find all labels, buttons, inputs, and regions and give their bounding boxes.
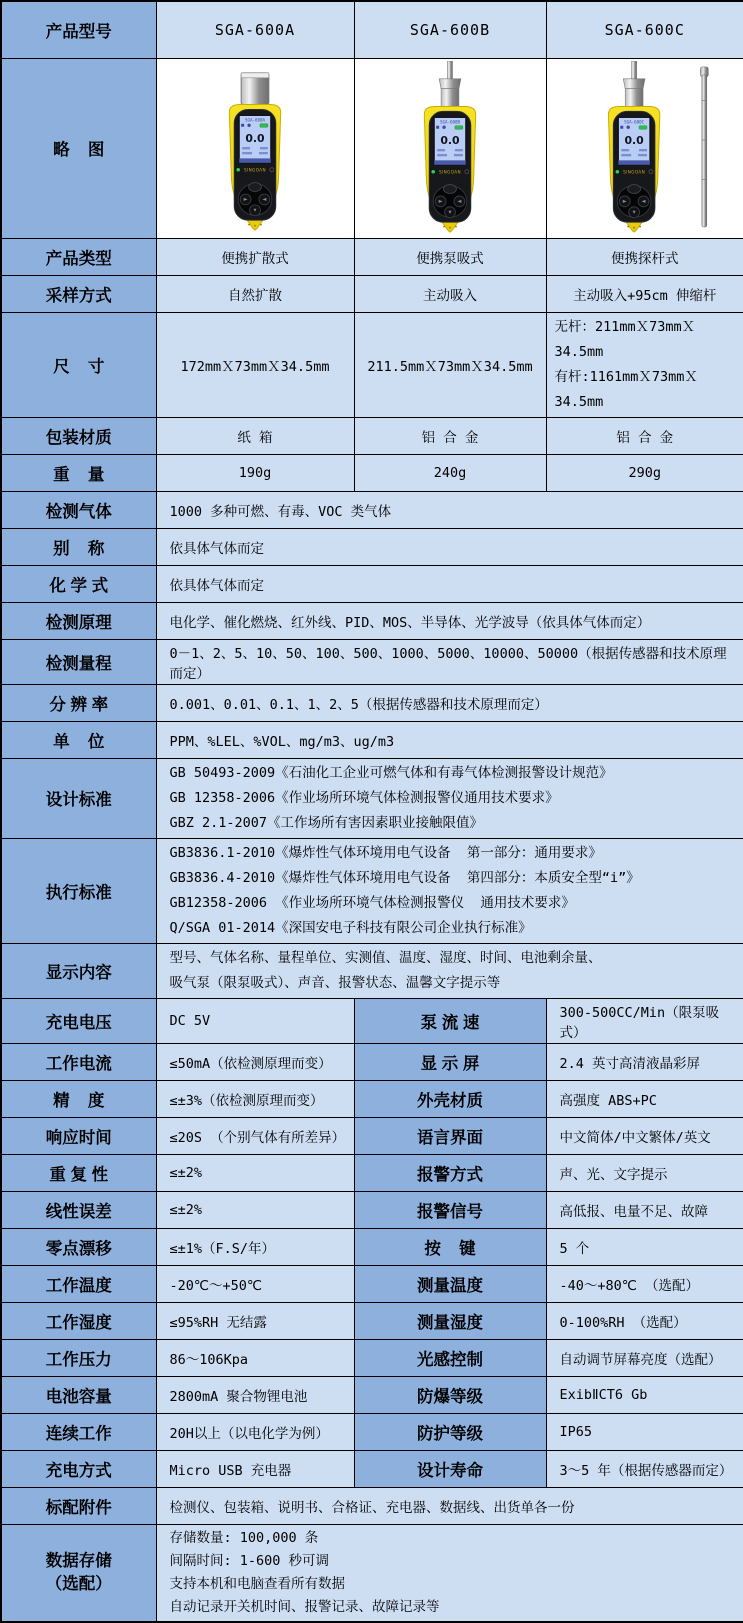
table-row xyxy=(1,417,743,454)
spec-row-label: 执行标准 xyxy=(1,838,156,943)
spec-row-label: 光感控制 xyxy=(354,1339,546,1376)
spec-row-label: 工作压力 xyxy=(1,1339,156,1376)
spec-row-label: 标配附件 xyxy=(1,1487,156,1524)
spec-row-label: 测量湿度 xyxy=(354,1302,546,1339)
spec-value-cell: 便携扩散式 xyxy=(156,238,354,275)
table-row xyxy=(1,1302,743,1339)
text-line: 存储数量: 100,000 条 xyxy=(169,1529,319,1546)
spec-row-label: 检测气体 xyxy=(1,491,156,528)
spec-value-cell: 便携探杆式 xyxy=(546,238,743,275)
spec-value-cell: 240g xyxy=(354,454,546,491)
table-row xyxy=(1,1413,743,1450)
spec-row-label: 电池容量 xyxy=(1,1376,156,1413)
spec-value-cell: 300-500CC/Min（限泵吸式） xyxy=(546,998,743,1043)
spec-value-cell: ≤95%RH 无结露 xyxy=(156,1302,354,1339)
spec-row-label: 泵 流 速 xyxy=(354,998,546,1043)
spec-row-label: 尺 寸 xyxy=(1,312,156,417)
spec-value-cell: 211.5mmＸ73mmＸ34.5mm xyxy=(354,312,546,417)
spec-value-cell: Micro USB 充电器 xyxy=(156,1450,354,1487)
spec-value-cell: 高强度 ABS+PC xyxy=(546,1080,743,1117)
spec-row-label: 测量温度 xyxy=(354,1265,546,1302)
spec-row-label: 线性误差 xyxy=(1,1191,156,1228)
table-row xyxy=(1,1043,743,1080)
spec-value-cell: ≤±1%（F.S/年） xyxy=(156,1228,354,1265)
spec-value-cell: 20H以上（以电化学为例） xyxy=(156,1413,354,1450)
spec-row-label: 检测原理 xyxy=(1,602,156,639)
table-row xyxy=(1,1191,743,1228)
spec-row-label xyxy=(1,1524,156,1622)
spec-row-label: 连续工作 xyxy=(1,1413,156,1450)
spec-value-cell: 依具体气体而定 xyxy=(156,565,743,602)
table-row xyxy=(1,639,743,684)
spec-row-label: 包装材质 xyxy=(1,417,156,454)
text-line: GB3836.1-2010《爆炸性气体环境用电气设备 第一部分：通用要求》 xyxy=(169,844,602,861)
text-line: （选配） xyxy=(45,1574,112,1593)
table-row xyxy=(1,1228,743,1265)
table-row xyxy=(1,838,743,943)
spec-row-label: 采样方式 xyxy=(1,275,156,312)
table-row xyxy=(1,528,743,565)
spec-row-label: 分 辨 率 xyxy=(1,684,156,721)
table-row xyxy=(1,312,743,417)
spec-row-label: 设计标准 xyxy=(1,758,156,838)
device-photo-sga-600b xyxy=(375,61,525,235)
svg-text:SINGOAN: SINGOAN xyxy=(438,169,462,175)
spec-value-cell: -40～+80℃ （选配） xyxy=(546,1265,743,1302)
spec-row-label: 设计寿命 xyxy=(354,1450,546,1487)
model-name-cell: SGA-600A xyxy=(156,1,354,58)
spec-row-label: 防护等级 xyxy=(354,1413,546,1450)
spec-value-cell: 依具体气体而定 xyxy=(156,528,743,565)
spec-table-body xyxy=(1,1,743,1622)
device-photo-sga-600a xyxy=(180,61,330,235)
spec-row-label: 工作温度 xyxy=(1,1265,156,1302)
spec-row-label: 精 度 xyxy=(1,1080,156,1117)
spec-value-cell: 0-100%RH （选配） xyxy=(546,1302,743,1339)
spec-row-label: 单 位 xyxy=(1,721,156,758)
spec-row-label: 充电电压 xyxy=(1,998,156,1043)
table-row xyxy=(1,721,743,758)
spec-row-label: 响应时间 xyxy=(1,1117,156,1154)
svg-text:SGA-600C: SGA-600C xyxy=(623,119,644,125)
model-name-cell: SGA-600B xyxy=(354,1,546,58)
table-row xyxy=(1,1154,743,1191)
spec-value-cell: IP65 xyxy=(546,1413,743,1450)
spec-row-label: 别 称 xyxy=(1,528,156,565)
text-line: 有杆:1161mmＸ73mmＸ34.5mm xyxy=(554,368,698,410)
spec-value-cell: 铝 合 金 xyxy=(546,417,743,454)
spec-value-cell: 便携泵吸式 xyxy=(354,238,546,275)
spec-value-cell: 自然扩散 xyxy=(156,275,354,312)
svg-text:SGA-600B: SGA-600B xyxy=(440,119,460,125)
spec-value-cell: DC 5V xyxy=(156,998,354,1043)
spec-row-label: 报警方式 xyxy=(354,1154,546,1191)
spec-value-cell: 铝 合 金 xyxy=(354,417,546,454)
svg-text:SINGOAN: SINGOAN xyxy=(243,167,267,173)
spec-value-cell: 172mmＸ73mmＸ34.5mm xyxy=(156,312,354,417)
spec-value-cell xyxy=(546,312,743,417)
spec-value-cell: 高低报、电量不足、故障 xyxy=(546,1191,743,1228)
text-line: 无杆：211mmＸ73mmＸ34.5mm xyxy=(554,318,696,360)
spec-value-cell: ≤20S （个别气体有所差异） xyxy=(156,1117,354,1154)
spec-value-cell: 0－1、2、5、10、50、100、500、1000、5000、10000、50000（根据传感器和技术原理而定） xyxy=(156,639,743,684)
spec-value-cell: 2800mA 聚合物锂电池 xyxy=(156,1376,354,1413)
spec-row-label: 显示内容 xyxy=(1,943,156,998)
spec-value-cell: 3～5 年（根据传感器而定） xyxy=(546,1450,743,1487)
svg-text:0.0: 0.0 xyxy=(245,132,265,146)
text-line: 吸气泵（限泵吸式）、声音、报警状态、温馨文字提示等 xyxy=(169,974,501,991)
table-row xyxy=(1,1450,743,1487)
sketch-row-label: 略 图 xyxy=(1,58,156,238)
spec-value-cell: 中文简体/中文繁体/英文 xyxy=(546,1117,743,1154)
table-row xyxy=(1,943,743,998)
table-row xyxy=(1,1265,743,1302)
svg-text:0.0: 0.0 xyxy=(440,134,460,148)
text-line: Q/SGA 01-2014《深国安电子科技有限公司企业执行标准》 xyxy=(169,919,532,936)
spec-value-cell: 检测仪、包装箱、说明书、合格证、充电器、数据线、出货单各一份 xyxy=(156,1487,743,1524)
text-line: 间隔时间: 1-600 秒可调 xyxy=(169,1552,330,1569)
text-line: GBZ 2.1-2007《工作场所有害因素职业接触限值》 xyxy=(169,814,484,831)
header-product-model-label: 产品型号 xyxy=(1,1,156,58)
svg-text:SINGOAN: SINGOAN xyxy=(622,169,645,175)
svg-text:0.0: 0.0 xyxy=(624,134,644,148)
spec-value-cell: -20℃～+50℃ xyxy=(156,1265,354,1302)
table-row xyxy=(1,998,743,1043)
spec-value-cell: 190g xyxy=(156,454,354,491)
table-row xyxy=(1,454,743,491)
spec-value-cell: 5 个 xyxy=(546,1228,743,1265)
spec-value-cell xyxy=(156,1524,743,1622)
spec-row-label: 检测量程 xyxy=(1,639,156,684)
spec-value-cell xyxy=(156,758,743,838)
text-line: GB3836.4-2010《爆炸性气体环境用电气设备 第四部分：本质安全型“i”》 xyxy=(169,869,640,886)
text-line: GB12358-2006 《作业场所环境气体检测报警仪 通用技术要求》 xyxy=(169,894,575,911)
spec-value-cell: 1000 多种可燃、有毒、VOC 类气体 xyxy=(156,491,743,528)
table-row xyxy=(1,1376,743,1413)
spec-value-cell: 纸 箱 xyxy=(156,417,354,454)
spec-row-label: 工作电流 xyxy=(1,1043,156,1080)
table-row xyxy=(1,1080,743,1117)
spec-row-label: 按 键 xyxy=(354,1228,546,1265)
svg-text:SGA-600A: SGA-600A xyxy=(245,117,265,123)
spec-row-label: 产品类型 xyxy=(1,238,156,275)
spec-row-label: 化 学 式 xyxy=(1,565,156,602)
spec-value-cell: 声、光、文字提示 xyxy=(546,1154,743,1191)
spec-value-cell xyxy=(156,943,743,998)
table-row xyxy=(1,275,743,312)
table-row xyxy=(1,684,743,721)
device-photo-cell xyxy=(546,58,743,238)
spec-row-label: 工作湿度 xyxy=(1,1302,156,1339)
spec-row-label: 零点漂移 xyxy=(1,1228,156,1265)
table-row xyxy=(1,758,743,838)
spec-value-cell: 0.001、0.01、0.1、1、2、5（根据传感器和技术原理而定） xyxy=(156,684,743,721)
spec-value-cell: ≤±2% xyxy=(156,1154,354,1191)
table-row xyxy=(1,1,743,58)
table-row xyxy=(1,1339,743,1376)
spec-value-cell xyxy=(156,838,743,943)
table-row xyxy=(1,238,743,275)
spec-value-cell: 自动调节屏幕亮度（选配） xyxy=(546,1339,743,1376)
spec-row-label: 重 复 性 xyxy=(1,1154,156,1191)
spec-value-cell: ≤±3%（依检测原理而变） xyxy=(156,1080,354,1117)
table-row xyxy=(1,1117,743,1154)
text-line: GB 50493-2009《石油化工企业可燃气体和有毒气体检测报警设计规范》 xyxy=(169,764,613,781)
table-row xyxy=(1,58,743,238)
spec-value-cell: 主动吸入 xyxy=(354,275,546,312)
text-line: 型号、气体名称、量程单位、实测值、温度、湿度、时间、电池剩余量、 xyxy=(169,949,602,966)
text-line: 自动记录开关机时间、报警记录、故障记录等 xyxy=(169,1598,440,1615)
device-photo-sga-600c xyxy=(570,61,720,235)
spec-row-label: 报警信号 xyxy=(354,1191,546,1228)
table-row xyxy=(1,1487,743,1524)
text-line: 支持本机和电脑查看所有数据 xyxy=(169,1575,345,1592)
spec-value-cell: 2.4 英寸高清液晶彩屏 xyxy=(546,1043,743,1080)
table-row xyxy=(1,491,743,528)
device-photo-cell xyxy=(156,58,354,238)
model-name-cell: SGA-600C xyxy=(546,1,743,58)
text-line: 数据存储 xyxy=(45,1551,112,1570)
table-row xyxy=(1,602,743,639)
spec-value-cell: ExibⅡCT6 Gb xyxy=(546,1376,743,1413)
device-photo-cell xyxy=(354,58,546,238)
spec-value-cell: 86～106Kpa xyxy=(156,1339,354,1376)
spec-value-cell: 290g xyxy=(546,454,743,491)
spec-row-label: 充电方式 xyxy=(1,1450,156,1487)
spec-value-cell: 电化学、催化燃烧、红外线、PID、MOS、半导体、光学波导（依具体气体而定） xyxy=(156,602,743,639)
table-row xyxy=(1,1524,743,1622)
spec-value-cell: ≤50mA（依检测原理而变） xyxy=(156,1043,354,1080)
spec-row-label: 重 量 xyxy=(1,454,156,491)
spec-row-label: 外壳材质 xyxy=(354,1080,546,1117)
spec-value-cell: PPM、%LEL、%VOL、mg/m3、ug/m3 xyxy=(156,721,743,758)
spec-value-cell: 主动吸入+95cm 伸缩杆 xyxy=(546,275,743,312)
text-line: GB 12358-2006《作业场所环境气体检测报警仪通用技术要求》 xyxy=(169,789,559,806)
spec-row-label: 防爆等级 xyxy=(354,1376,546,1413)
spec-row-label: 显 示 屏 xyxy=(354,1043,546,1080)
table-row xyxy=(1,565,743,602)
spec-value-cell: ≤±2% xyxy=(156,1191,354,1228)
spec-row-label: 语言界面 xyxy=(354,1117,546,1154)
